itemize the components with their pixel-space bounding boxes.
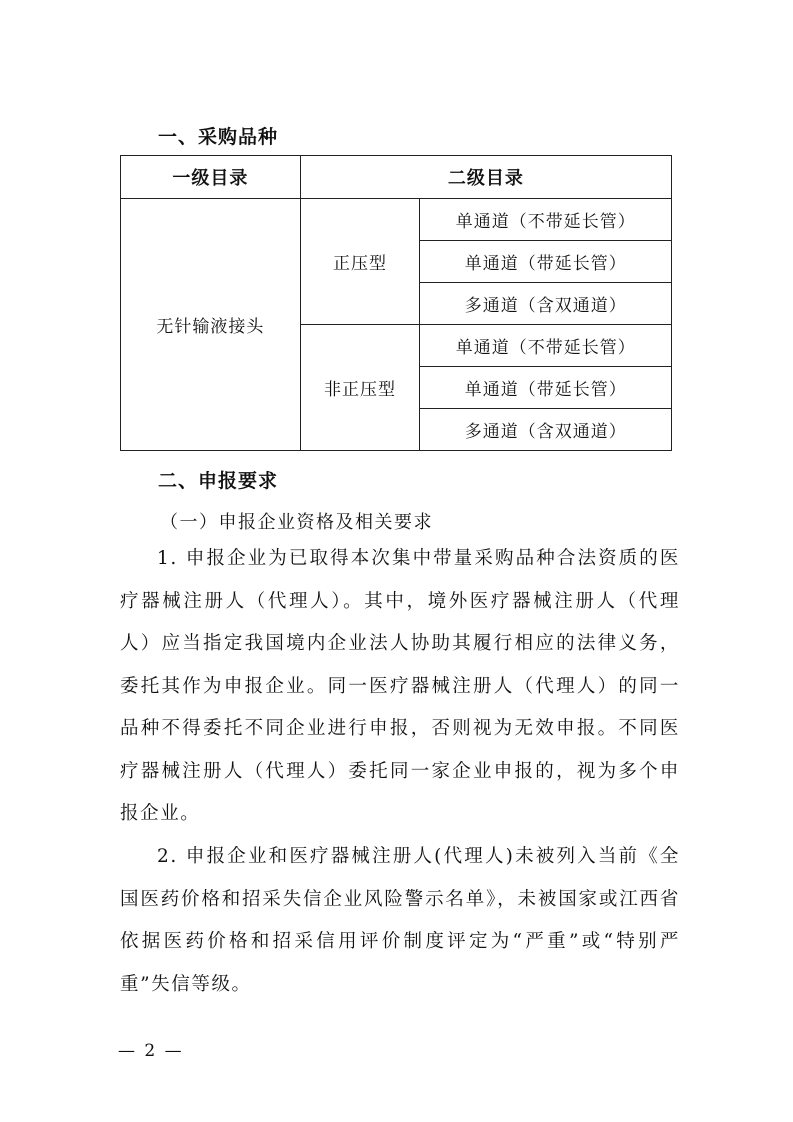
section-heading-procurement-varieties: 一、采购品种	[158, 126, 279, 148]
item-cell: 多通道（含双通道）	[420, 283, 672, 325]
header-level2: 二级目录	[300, 156, 671, 199]
level1-category-cell: 无针输液接头	[121, 199, 301, 451]
paragraph-1: 1. 申报企业为已取得本次集中带量采购品种合法资质的医疗器械注册人（代理人）。其中，境外医疗器械注册人（代理人）应当指定我国境内企业法人协助其履行相应的法律义务，委托其作为申报企业。同一医疗器械注册人（代理人）的同一品种不得委托不同企业进行申报，否则视为无效申报。不同医疗器械注册人（代理人）委托同一家企业申报的，视为多个申报企业。	[120, 548, 680, 824]
section-heading-declaration-requirements: 二、申报要求	[158, 470, 279, 492]
table-row	[121, 199, 672, 241]
table-header-row	[121, 156, 672, 199]
page-number: — 2 —	[118, 1041, 184, 1061]
subheading-enterprise-qualification: （一）申报企业资格及相关要求	[160, 512, 433, 533]
group-cell-non-positive-pressure: 非正压型	[300, 325, 420, 451]
paragraph-2: 2. 申报企业和医疗器械注册人(代理人)未被列入当前《全国医药价格和招采失信企业风险警示名单》，未被国家或江西省依据医药价格和招采信用评价制度评定为“严重”或“特别严重”失信等级。	[120, 846, 680, 995]
item-cell: 多通道（含双通道）	[420, 409, 672, 451]
procurement-catalog-table	[120, 155, 672, 451]
item-cell: 单通道（带延长管）	[420, 367, 672, 409]
group-cell-positive-pressure: 正压型	[300, 199, 420, 325]
item-cell: 单通道（不带延长管）	[420, 325, 672, 367]
header-level1: 一级目录	[121, 156, 301, 199]
item-cell: 单通道（带延长管）	[420, 241, 672, 283]
item-cell: 单通道（不带延长管）	[420, 199, 672, 241]
